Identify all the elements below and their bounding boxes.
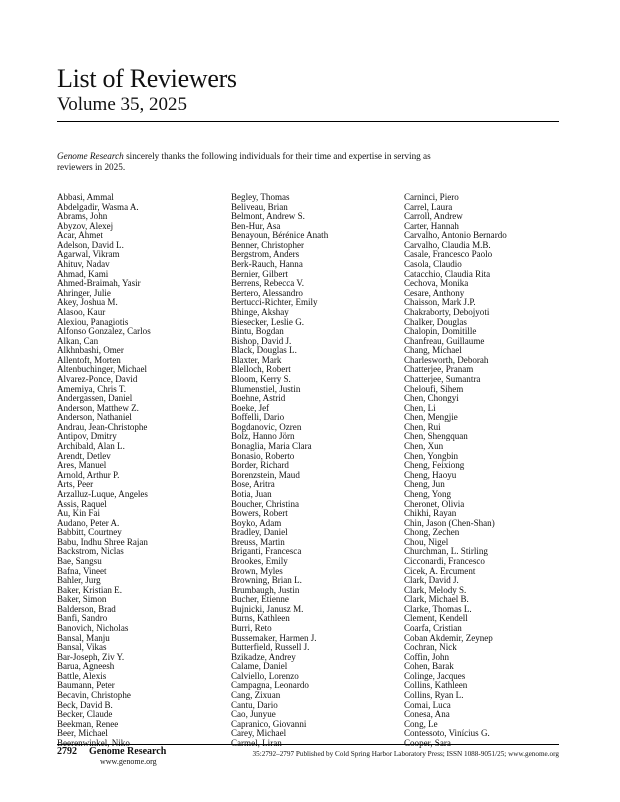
reviewer-name: Blaxter, Mark xyxy=(231,354,282,365)
reviewer-name: Cheng, Jun xyxy=(404,479,445,490)
reviewer-name: Chen, Yongbin xyxy=(404,450,459,461)
reviewer-name: Antipov, Dmitry xyxy=(57,431,117,442)
reviewer-name: Cao, Junyue xyxy=(231,709,276,720)
reviewer-name: Barua, Agneesh xyxy=(57,661,115,672)
reviewer-name: Assis, Raquel xyxy=(57,498,107,509)
intro-text: sincerely thanks the following individuals for their time and expertise in serving as reviewers in 2025. xyxy=(57,151,431,172)
reviewer-name: Chou, Nigel xyxy=(404,536,449,547)
reviewer-column-3 xyxy=(404,193,507,749)
journal-name-italic: Genome Research xyxy=(57,151,124,162)
reviewer-name: Banovich, Nicholas xyxy=(57,623,129,634)
reviewer-name: Chang, Michael xyxy=(404,345,462,356)
reviewer-name: Babbitt, Courtney xyxy=(57,527,122,538)
reviewer-name: Coban Akdemir, Zeynep xyxy=(404,632,493,643)
reviewer-name: Bloom, Kerry S. xyxy=(231,373,291,384)
reviewer-name: Chalopin, Domitille xyxy=(404,326,477,337)
reviewer-name: Boehne, Astrid xyxy=(231,393,286,404)
reviewer-name: Contessoto, Vinícius G. xyxy=(404,728,490,739)
header-divider xyxy=(57,121,559,122)
reviewer-name: Cicconardi, Francesco xyxy=(404,555,485,566)
reviewer-name: Bujnicki, Janusz M. xyxy=(231,603,304,614)
reviewer-name: Berrens, Rebecca V. xyxy=(231,278,305,289)
reviewer-name: Alasoo, Kaur xyxy=(57,306,106,317)
reviewer-name: Cheng, Feixiong xyxy=(404,460,465,471)
reviewer-name: Bae, Sangsu xyxy=(57,555,102,566)
reviewer-name: Brookes, Emily xyxy=(231,555,288,566)
reviewer-name: Campagna, Leonardo xyxy=(231,680,309,691)
reviewer-name: Benayoun, Bérénice Anath xyxy=(231,230,329,241)
reviewer-name: Allentoft, Morten xyxy=(57,354,121,365)
reviewer-name: Bergstrom, Anders xyxy=(231,249,300,260)
reviewer-name: Abbasi, Ammal xyxy=(57,192,114,202)
reviewer-name: Agarwal, Vikram xyxy=(57,249,120,260)
reviewer-name: Bowers, Robert xyxy=(231,508,288,519)
reviewer-name: Collins, Ryan L. xyxy=(404,690,464,701)
reviewer-name: Brown, Myles xyxy=(231,565,283,576)
reviewer-name: Baker, Kristian E. xyxy=(57,584,122,595)
reviewer-name: Coffin, John xyxy=(404,651,450,662)
reviewer-name: Altenbuchinger, Michael xyxy=(57,364,148,375)
reviewer-name: Andergassen, Daniel xyxy=(57,393,133,404)
reviewer-name: Chatterjee, Sumantra xyxy=(404,373,481,384)
reviewer-name: Carninci, Piero xyxy=(404,192,459,202)
footer-divider xyxy=(57,744,559,745)
reviewer-name: Arts, Peer xyxy=(57,479,94,490)
reviewer-name: Bar-Joseph, Ziv Y. xyxy=(57,651,125,662)
reviewer-name: Boffelli, Dario xyxy=(231,412,285,423)
reviewer-name: Banfi, Sandro xyxy=(57,613,108,624)
reviewer-name: Bansal, Manju xyxy=(57,632,110,643)
reviewer-name: Chen, Mengjie xyxy=(404,412,458,423)
reviewer-name: Black, Douglas L. xyxy=(231,345,297,356)
reviewer-name: Chanfreau, Guillaume xyxy=(404,335,485,346)
reviewer-name: Acar, Ahmet xyxy=(57,230,103,241)
reviewer-name: Burri, Reto xyxy=(231,623,272,634)
reviewer-name: Cheronet, Olivia xyxy=(404,498,465,509)
reviewer-name: Churchman, L. Stirling xyxy=(404,546,488,557)
reviewer-name: Blelloch, Robert xyxy=(231,364,291,375)
reviewer-name: Bzikadze, Andrey xyxy=(231,651,296,662)
reviewer-name: Cong, Le xyxy=(404,718,438,729)
reviewer-name: Cicek, A. Ercument xyxy=(404,565,476,576)
reviewer-name: Carroll, Andrew xyxy=(404,211,463,222)
reviewer-name: Bhinge, Akshay xyxy=(231,306,289,317)
reviewer-name: Bintu, Bogdan xyxy=(231,326,284,337)
reviewer-name: Bishop, David J. xyxy=(231,335,292,346)
reviewer-name: Charlesworth, Deborah xyxy=(404,354,489,365)
reviewer-name: Carrel, Laura xyxy=(404,201,453,212)
reviewer-name: Abyzov, Alexej xyxy=(57,220,114,231)
reviewer-name: Babu, Indhu Shree Rajan xyxy=(57,536,148,547)
reviewer-name: Chen, Shengquan xyxy=(404,431,468,442)
reviewer-name: Browning, Brian L. xyxy=(231,575,302,586)
reviewer-name: Burns, Kathleen xyxy=(231,613,290,624)
reviewer-name: Audano, Peter A. xyxy=(57,517,120,528)
reviewer-name: Border, Richard xyxy=(231,460,289,471)
reviewer-name: Clark, Melody S. xyxy=(404,584,467,595)
reviewer-name: Cheng, Haoyu xyxy=(404,469,457,480)
reviewer-name: Collins, Kathleen xyxy=(404,680,468,691)
reviewer-name: Clark, David J. xyxy=(404,575,459,586)
reviewer-name: Arnold, Arthur P. xyxy=(57,469,120,480)
reviewer-name: Backstrom, Niclas xyxy=(57,546,124,557)
page-number: 2792 xyxy=(57,746,77,757)
page-subtitle: Volume 35, 2025 xyxy=(57,94,188,115)
reviewer-name: Bansal, Vikas xyxy=(57,642,107,653)
reviewer-name: Ben-Hur, Asa xyxy=(231,220,281,231)
footer-citation: 35:2792–2797 Published by Cold Spring Harbor Laboratory Press; ISSN 1088-9051/25; www.genome.org xyxy=(252,750,559,758)
reviewer-name: Cochran, Nick xyxy=(404,642,457,653)
reviewer-name: Clement, Kendell xyxy=(404,613,468,624)
reviewer-name: Bose, Aritra xyxy=(231,479,275,490)
reviewer-name: Cooper, Sara xyxy=(404,737,451,748)
reviewer-name: Casola, Claudio xyxy=(404,259,462,270)
reviewer-name: Bolz, Hanno Jörn xyxy=(231,431,295,442)
reviewer-name: Au, Kin Fai xyxy=(57,508,100,519)
reviewer-name: Baker, Simon xyxy=(57,594,107,605)
intro-paragraph xyxy=(57,151,457,172)
reviewer-name: Chatterjee, Pranam xyxy=(404,364,474,375)
reviewer-name: Brumbaugh, Justin xyxy=(231,584,300,595)
reviewer-name: Bahler, Jurg xyxy=(57,575,101,586)
reviewer-name: Bussemaker, Harmen J. xyxy=(231,632,317,643)
reviewer-name: Arzalluz-Luque, Angeles xyxy=(57,488,148,499)
reviewer-name: Alfonso Gonzalez, Carlos xyxy=(57,326,151,337)
reviewer-name: Baumann, Peter xyxy=(57,680,115,691)
reviewer-name: Bucher, Etienne xyxy=(231,594,289,605)
reviewer-name: Abdelgadir, Wasma A. xyxy=(57,201,139,212)
reviewer-name: Cheloufi, Sihem xyxy=(404,383,464,394)
reviewer-name: Chikhi, Rayan xyxy=(404,508,457,519)
reviewer-name: Bradley, Daniel xyxy=(231,527,288,538)
reviewer-name: Chaisson, Mark J.P. xyxy=(404,297,476,308)
reviewer-name: Chin, Jason (Chen-Shan) xyxy=(404,517,495,528)
reviewer-name: Comai, Luca xyxy=(404,699,451,710)
reviewer-name: Cheng, Yong xyxy=(404,488,452,499)
reviewer-name: Bertucci-Richter, Emily xyxy=(231,297,318,308)
reviewer-name: Carmel, Liran xyxy=(231,737,282,748)
reviewer-name: Archibald, Alan L. xyxy=(57,441,125,452)
reviewer-name: Beer, Michael xyxy=(57,728,108,739)
footer-journal-name: Genome Research xyxy=(89,746,167,757)
reviewer-name: Belmont, Andrew S. xyxy=(231,211,305,222)
reviewer-name: Chen, Rui xyxy=(404,421,441,432)
reviewer-name: Borenzstein, Maud xyxy=(231,469,300,480)
reviewer-name: Andrau, Jean-Christophe xyxy=(57,421,148,432)
reviewer-name: Amemiya, Chris T. xyxy=(57,383,127,394)
reviewer-name: Anderson, Nathaniel xyxy=(57,412,132,423)
footer-journal-url: www.genome.org xyxy=(100,757,157,766)
reviewer-name: Coarfa, Cristian xyxy=(404,623,462,634)
reviewer-name: Calame, Daniel xyxy=(231,661,288,672)
reviewer-name: Boucher, Christina xyxy=(231,498,299,509)
reviewer-name: Becker, Claude xyxy=(57,709,113,720)
reviewer-name: Bogdanovic, Ozren xyxy=(231,421,302,432)
reviewer-name: Bonaglia, Maria Clara xyxy=(231,441,312,452)
reviewer-name: Beck, David B. xyxy=(57,699,113,710)
reviewer-name: Bonasio, Roberto xyxy=(231,450,295,461)
reviewer-name: Chakraborty, Debojyoti xyxy=(404,306,490,317)
reviewer-name: Ahmed-Braimah, Yasir xyxy=(57,278,141,289)
reviewer-name: Carter, Hannah xyxy=(404,220,459,231)
reviewer-name: Anderson, Matthew Z. xyxy=(57,402,139,413)
reviewer-name: Cechova, Monika xyxy=(404,278,469,289)
reviewer-name: Clark, Michael B. xyxy=(404,594,469,605)
reviewer-name: Chen, Chongyi xyxy=(404,393,459,404)
reviewer-name: Conesa, Ana xyxy=(404,709,450,720)
page-title: List of Reviewers xyxy=(57,64,237,93)
reviewer-name: Battle, Alexis xyxy=(57,670,107,681)
reviewer-name: Akey, Joshua M. xyxy=(57,297,118,308)
reviewer-name: Casale, Francesco Paolo xyxy=(404,249,493,260)
reviewer-name: Ahringer, Julie xyxy=(57,287,111,298)
reviewer-name: Balderson, Brad xyxy=(57,603,116,614)
reviewer-name: Botia, Juan xyxy=(231,488,272,499)
reviewer-name: Ares, Manuel xyxy=(57,460,107,471)
reviewer-column-2 xyxy=(231,193,328,749)
reviewer-name: Alexiou, Panagiotis xyxy=(57,316,129,327)
reviewer-name: Breuss, Martin xyxy=(231,536,285,547)
reviewer-name: Calviello, Lorenzo xyxy=(231,670,299,681)
reviewer-name: Becavin, Christophe xyxy=(57,690,131,701)
reviewer-name: Cesare, Anthony xyxy=(404,287,465,298)
reviewer-name: Biesecker, Leslie G. xyxy=(231,316,304,327)
reviewer-name: Cang, Zixuan xyxy=(231,690,281,701)
reviewer-name: Carey, Michael xyxy=(231,728,287,739)
reviewer-name: Clarke, Thomas L. xyxy=(404,603,472,614)
reviewer-name: Arendt, Detlev xyxy=(57,450,111,461)
reviewer-name: Chalker, Douglas xyxy=(404,316,467,327)
reviewer-name: Briganti, Francesca xyxy=(231,546,302,557)
reviewer-name: Bafna, Vineet xyxy=(57,565,107,576)
reviewer-name: Begley, Thomas xyxy=(231,192,290,202)
reviewer-name: Butterfield, Russell J. xyxy=(231,642,310,653)
reviewer-name: Chen, Xun xyxy=(404,441,444,452)
reviewer-name: Boyko, Adam xyxy=(231,517,282,528)
reviewer-name: Blumenstiel, Justin xyxy=(231,383,301,394)
reviewer-name: Bernier, Gilbert xyxy=(231,268,288,279)
reviewer-name: Benner, Christopher xyxy=(231,239,305,250)
reviewer-name: Chen, Li xyxy=(404,402,436,413)
reviewer-name: Carvalho, Claudia M.B. xyxy=(404,239,491,250)
reviewer-name: Alkhnbashi, Omer xyxy=(57,345,124,356)
reviewer-name: Cohen, Barak xyxy=(404,661,454,672)
reviewer-name: Berk-Rauch, Hanna xyxy=(231,259,303,270)
reviewer-name: Ahituv, Nadav xyxy=(57,259,110,270)
reviewer-name: Bertero, Alessandro xyxy=(231,287,303,298)
reviewer-column-1 xyxy=(57,193,151,749)
reviewer-name: Alvarez-Ponce, David xyxy=(57,373,138,384)
reviewer-name: Beekman, Renee xyxy=(57,718,119,729)
reviewer-name: Capranico, Giovanni xyxy=(231,718,307,729)
reviewer-name: Colinge, Jacques xyxy=(404,670,466,681)
reviewer-name: Beerenwinkel, Niko xyxy=(57,737,130,748)
reviewer-name: Abrams, John xyxy=(57,211,108,222)
reviewer-name: Catacchio, Claudia Rita xyxy=(404,268,491,279)
reviewer-name: Alkan, Can xyxy=(57,335,99,346)
reviewer-name: Boeke, Jef xyxy=(231,402,270,413)
reviewer-name: Adelson, David L. xyxy=(57,239,124,250)
reviewer-name: Chong, Zechen xyxy=(404,527,460,538)
reviewer-name: Carvalho, Antonio Bernardo xyxy=(404,230,507,241)
reviewer-name: Beliveau, Brian xyxy=(231,201,288,212)
reviewer-name: Ahmad, Kami xyxy=(57,268,109,279)
reviewer-name: Cantu, Dario xyxy=(231,699,278,710)
